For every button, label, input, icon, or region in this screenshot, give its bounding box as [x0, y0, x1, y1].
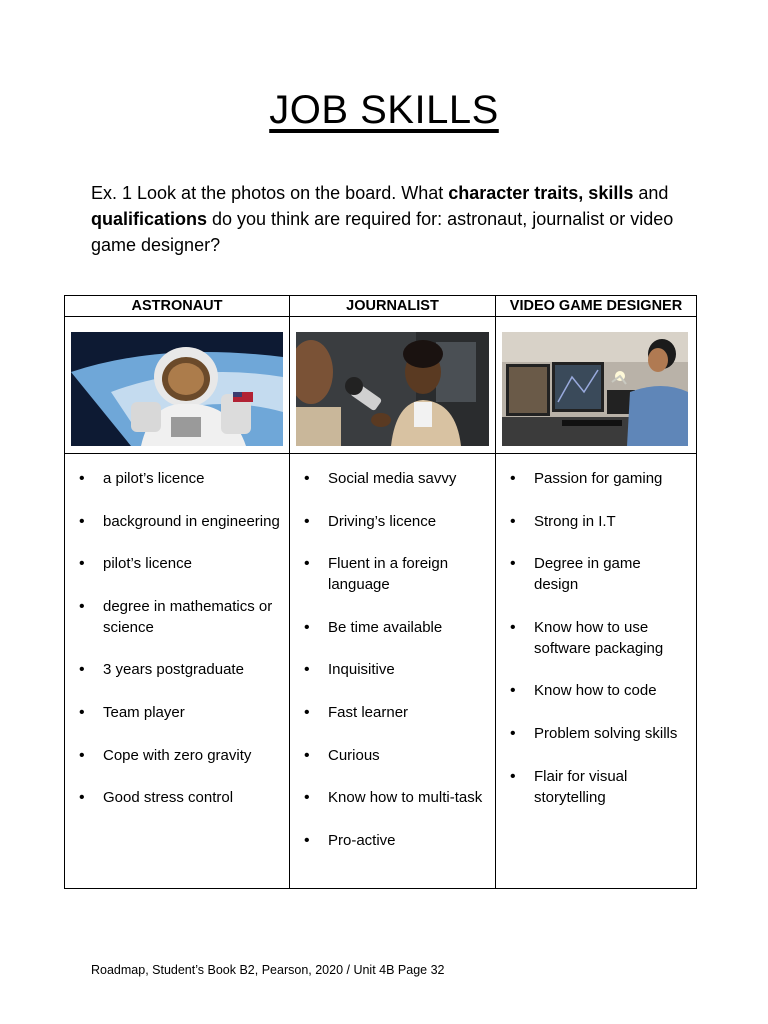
- journalist-skills-list: [290, 454, 495, 851]
- column-header-journalist: JOURNALIST: [290, 296, 496, 317]
- list-item: • Degree in game design: [534, 553, 688, 595]
- journalist-photo: [296, 332, 489, 446]
- journalist-photo-cell: [290, 317, 496, 454]
- list-item: • a pilot’s licence: [103, 468, 281, 489]
- game-designer-skills-list: [496, 454, 696, 808]
- list-item: • Know how to multi-task: [328, 787, 487, 808]
- list-item: • Team player: [103, 702, 281, 723]
- list-item: • Be time available: [328, 617, 487, 638]
- column-header-astronaut: ASTRONAUT: [65, 296, 290, 317]
- list-item: • Fast learner: [328, 702, 487, 723]
- photo-row: [65, 317, 697, 454]
- list-item: • Fluent in a foreign language: [328, 553, 487, 595]
- game-designer-photo-cell: [496, 317, 697, 454]
- list-item: • Know how to use software packaging: [534, 617, 688, 659]
- astronaut-photo: [71, 332, 283, 446]
- list-item: • Problem solving skills: [534, 723, 688, 744]
- instruction-text: do you think are required for: astronaut, journalist or video game designer?: [91, 209, 674, 255]
- list-item: • Cope with zero gravity: [103, 745, 281, 766]
- game-designer-photo: [502, 332, 688, 446]
- list-item: • Good stress control: [103, 787, 281, 808]
- list-item: • Pro-active: [328, 830, 487, 851]
- instruction-text: and: [633, 183, 669, 203]
- instruction-text: Ex. 1 Look at the photos on the board. What: [91, 183, 449, 203]
- exercise-instruction: [91, 180, 691, 258]
- instruction-bold-qualifications: qualifications: [91, 209, 208, 229]
- source-footer: Roadmap, Student’s Book B2, Pearson, 2020 / Unit 4B Page 32: [91, 963, 445, 977]
- page-title: JOB SKILLS: [269, 88, 499, 132]
- game-designer-skills-cell: [496, 454, 697, 889]
- astronaut-skills-cell: [65, 454, 290, 889]
- list-item: • 3 years postgraduate: [103, 659, 281, 680]
- list-item: • background in engineering: [103, 511, 281, 532]
- list-item: • Social media savvy: [328, 468, 487, 489]
- journalist-skills-cell: [290, 454, 496, 889]
- list-item: • Curious: [328, 745, 487, 766]
- list-item: • Inquisitive: [328, 659, 487, 680]
- astronaut-photo-cell: [65, 317, 290, 454]
- list-item: • Passion for gaming: [534, 468, 688, 489]
- column-header-video-game-designer: VIDEO GAME DESIGNER: [496, 296, 697, 317]
- instruction-bold-traits: character traits, skills: [448, 183, 634, 203]
- list-item: • Flair for visual storytelling: [534, 766, 688, 808]
- list-item: • pilot’s licence: [103, 553, 281, 574]
- list-item: • Strong in I.T: [534, 511, 688, 532]
- list-item: • Know how to code: [534, 680, 688, 701]
- list-item: • Driving’s licence: [328, 511, 487, 532]
- list-item: • degree in mathematics or science: [103, 596, 281, 638]
- job-skills-table: [64, 295, 697, 889]
- astronaut-skills-list: [65, 454, 289, 808]
- skills-row: [65, 454, 697, 889]
- header-row: [65, 296, 697, 317]
